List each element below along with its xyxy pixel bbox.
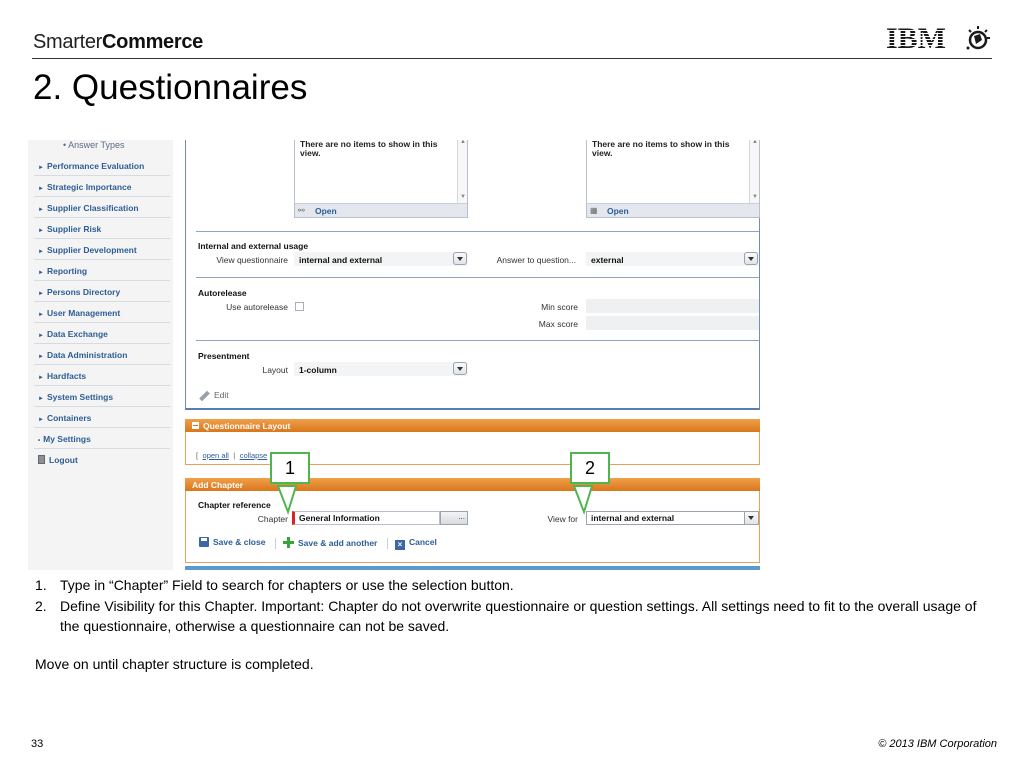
section-divider	[196, 231, 759, 232]
answer-to-question-label: Answer to question...	[496, 255, 576, 265]
triangle-right-icon: ►	[38, 207, 44, 213]
scroll-up-icon[interactable]: ▲	[460, 140, 466, 145]
sidebar-item-persons-directory[interactable]: ► Persons Directory	[34, 281, 170, 302]
triangle-right-icon: ►	[38, 249, 44, 255]
panel-footer-bar	[185, 566, 760, 570]
sidebar-item-supplier-classification[interactable]: ► Supplier Classification	[34, 197, 170, 218]
save-close-button[interactable]: Save & close	[199, 537, 265, 547]
list-scrollbar[interactable]	[457, 140, 467, 205]
ellipsis-label: ...	[458, 512, 465, 521]
sidebar-item-user-management[interactable]: ► User Management	[34, 302, 170, 323]
add-chapter-header: Add Chapter	[185, 478, 760, 491]
triangle-right-icon: ►	[38, 291, 44, 297]
action-divider	[387, 538, 388, 549]
triangle-right-icon: ►	[38, 396, 44, 402]
logout-icon	[38, 455, 45, 464]
scroll-down-icon[interactable]: ▼	[460, 194, 466, 200]
view-for-label: View for	[547, 514, 578, 524]
sidebar-item-data-administration[interactable]: ► Data Administration	[34, 344, 170, 365]
sidebar-item-reporting[interactable]: ► Reporting	[34, 260, 170, 281]
callout-number: 2	[570, 452, 610, 484]
empty-list-message: There are no items to show in this view.	[300, 140, 438, 158]
sidebar-item-supplier-risk[interactable]: ► Supplier Risk	[34, 218, 170, 239]
scroll-down-icon[interactable]: ▼	[752, 194, 758, 200]
section-divider	[196, 340, 759, 341]
chapter-select-button[interactable]	[440, 511, 468, 525]
empty-list-right	[586, 140, 760, 218]
triangle-right-icon: ►	[38, 333, 44, 339]
step-item: 2. Define Visibility for this Chapter. Important: Chapter do not overwrite questionnaire or question settings. All settings need to fit to the overall usage of the questionnaire, otherwise a questionnaire can not be saved.	[35, 597, 977, 634]
triangle-right-icon: ►	[38, 270, 44, 276]
save-icon	[199, 537, 209, 547]
chapter-label: Chapter	[257, 514, 288, 524]
open-button[interactable]: Open	[607, 206, 629, 216]
sidebar	[28, 140, 173, 570]
app-screenshot	[28, 140, 762, 570]
header-divider	[32, 58, 992, 59]
empty-list-message: There are no items to show in this view.	[592, 140, 730, 158]
link-divider: |	[233, 451, 236, 460]
triangle-right-icon: ►	[38, 417, 44, 423]
open-button[interactable]: Open	[315, 206, 337, 216]
max-score-field[interactable]	[586, 316, 759, 330]
triangle-right-icon: ►	[38, 186, 44, 192]
questionnaire-properties-panel	[185, 140, 760, 410]
ibm-logo-text: IBM	[886, 22, 946, 54]
layout-value: 1-column	[299, 365, 337, 375]
cancel-icon: ×	[395, 540, 405, 550]
sidebar-item-performance-evaluation[interactable]: ► Performance Evaluation	[34, 155, 170, 176]
section-divider	[196, 277, 759, 278]
chapter-reference-title: Chapter reference	[198, 500, 271, 510]
bullet-icon: •	[38, 438, 41, 444]
slide-title: 2. Questionnaires	[33, 68, 308, 107]
triangle-right-icon: ►	[38, 312, 44, 318]
instruction-steps	[35, 575, 995, 637]
sidebar-item-logout[interactable]: Logout	[34, 449, 170, 470]
questionnaire-layout-header[interactable]: Questionnaire Layout	[185, 419, 760, 432]
brand-part1: Smarter	[33, 31, 103, 53]
brand-part2: Commerce	[102, 31, 204, 53]
min-score-field[interactable]	[586, 299, 759, 313]
sidebar-item-strategic-importance[interactable]: ► Strategic Importance	[34, 176, 170, 197]
use-autorelease-label: Use autorelease	[226, 302, 288, 312]
view-questionnaire-label: View questionnaire	[216, 255, 288, 265]
usage-section-title: Internal and external usage	[198, 241, 309, 251]
sidebar-item-hardfacts[interactable]: ► Hardfacts	[34, 365, 170, 386]
chevron-down-icon[interactable]	[744, 252, 758, 265]
chevron-down-icon[interactable]	[453, 252, 467, 265]
empty-list-left	[294, 140, 468, 218]
callout-2	[570, 452, 614, 516]
sidebar-item-data-exchange[interactable]: ► Data Exchange	[34, 323, 170, 344]
max-score-label: Max score	[538, 319, 578, 329]
use-autorelease-checkbox[interactable]	[295, 302, 304, 311]
view-for-select[interactable]: internal and external	[586, 511, 759, 525]
autorelease-section-title: Autorelease	[198, 288, 247, 298]
chevron-down-icon[interactable]	[453, 362, 467, 375]
move-on-note: Move on until chapter structure is completed.	[35, 656, 314, 672]
triangle-right-icon: ►	[38, 228, 44, 234]
bracket-open: [	[196, 451, 199, 460]
chevron-down-icon[interactable]	[744, 512, 758, 524]
step-item: 1. Type in “Chapter” Field to search for chapters or use the selection button.	[35, 577, 514, 593]
sidebar-item-containers[interactable]: ► Containers	[34, 407, 170, 428]
min-score-label: Min score	[541, 302, 578, 312]
callout-1	[270, 452, 314, 516]
ibm-logo	[886, 22, 994, 54]
grid-icon: ▦	[590, 206, 598, 215]
sidebar-item-system-settings[interactable]: ► System Settings	[34, 386, 170, 407]
cancel-button[interactable]: × Cancel	[395, 537, 437, 550]
list-scrollbar[interactable]	[749, 140, 759, 205]
save-add-another-button[interactable]: Save & add another	[283, 537, 377, 548]
scroll-up-icon[interactable]: ▲	[752, 140, 758, 145]
page-number: 33	[31, 738, 44, 750]
collapse-icon[interactable]	[192, 422, 199, 429]
collapse-link[interactable]: collapse	[239, 451, 268, 460]
pencil-icon	[199, 391, 210, 402]
triangle-right-icon: ►	[38, 354, 44, 360]
chapter-input[interactable]: General Information	[292, 511, 440, 525]
smarter-commerce-logo	[33, 31, 203, 54]
link-icon: ⚯	[298, 206, 305, 215]
sidebar-item-supplier-development[interactable]: ► Supplier Development	[34, 239, 170, 260]
plus-icon	[283, 537, 294, 548]
triangle-right-icon: ►	[38, 375, 44, 381]
copyright: © 2013 IBM Corporation	[878, 738, 997, 750]
open-all-link[interactable]: open all	[202, 451, 229, 460]
callout-number: 1	[270, 452, 310, 484]
sidebar-subitem-answer-types[interactable]: • Answer Types	[63, 140, 125, 150]
presentment-section-title: Presentment	[198, 351, 250, 361]
answer-to-question-value: external	[591, 255, 624, 265]
layout-label: Layout	[262, 365, 288, 375]
edit-button[interactable]: Edit	[214, 390, 229, 400]
view-questionnaire-value: internal and external	[299, 255, 383, 265]
action-divider	[275, 538, 276, 549]
sidebar-item-my-settings[interactable]: • My Settings	[34, 428, 170, 449]
triangle-right-icon: ►	[38, 165, 44, 171]
